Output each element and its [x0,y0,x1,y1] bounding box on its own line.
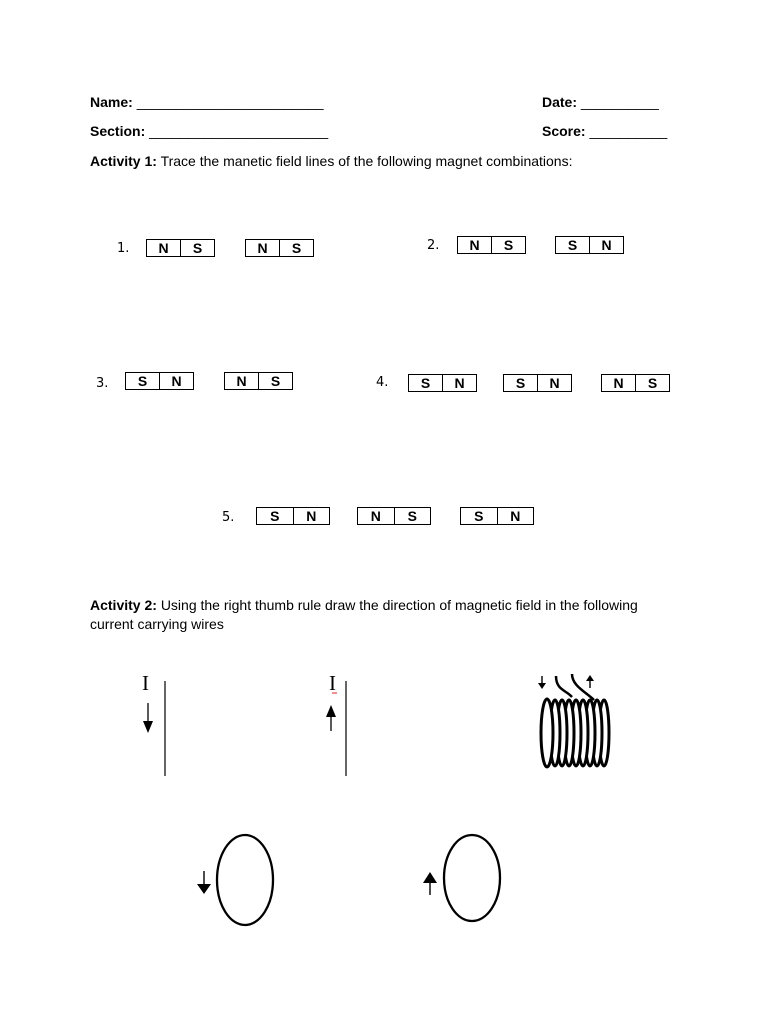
item-number-3: 3. [96,376,109,391]
magnet-pole: S [270,508,280,524]
magnet-pole: N [257,240,268,256]
magnet-pole: S [394,508,431,524]
bar-magnet [125,372,194,390]
bar-magnet [256,507,330,525]
score-field [542,123,667,139]
magnet-pole: S [137,373,148,389]
magnet-pole: S [474,508,484,524]
magnet-pole: S [515,375,526,391]
magnet-pole: N [293,508,330,524]
bar-magnet [357,507,431,525]
bar-magnet [503,374,572,392]
magnet-pole: S [180,240,214,256]
bar-magnet [245,239,314,257]
magnet-pole: S [567,237,578,253]
name-blank[interactable]: ________________________ [136,94,324,110]
magnet-pole: N [497,508,534,524]
activity2-label: Activity 2: [90,597,157,613]
magnet-pole: N [158,240,169,256]
magnet-pole: N [159,373,193,389]
activity2-text: Using the right thumb rule draw the direction of magnetic field in the following current carrying wires [90,597,638,632]
bar-magnet [224,372,293,390]
magnet-pole: S [635,375,669,391]
magnet-pole: S [258,373,292,389]
date-label: Date: [542,94,578,110]
magnet-pole: S [420,375,431,391]
magnet-pole: S [279,240,313,256]
bar-magnet [601,374,670,392]
section-blank[interactable]: _______________________ [149,123,329,139]
item-number-5: 5. [222,510,235,525]
current-symbol: I [329,671,336,695]
magnet-pole: N [537,375,571,391]
magnet-pole: N [236,373,247,389]
score-blank[interactable]: __________ [589,123,668,139]
item-number-4: 4. [376,375,389,390]
current-symbol: I [142,671,149,695]
bar-magnet [146,239,215,257]
bar-magnet [555,236,624,254]
score-label: Score: [542,123,586,139]
section-field [90,123,328,139]
section-label: Section: [90,123,146,139]
date-blank[interactable]: __________ [580,94,659,110]
activity1-instruction [90,152,690,171]
magnet-pole: N [469,237,480,253]
item-number-1: 1. [117,241,130,256]
bar-magnet [457,236,526,254]
name-label: Name: [90,94,133,110]
bar-magnet [460,507,534,525]
date-field [542,94,659,110]
activity1-text: Trace the manetic field lines of the following magnet combinations: [160,153,573,169]
magnet-pole: N [589,237,623,253]
item-number-2: 2. [427,238,440,253]
bar-magnet [408,374,477,392]
circular-loop-current-up [0,0,1,1]
magnet-pole: N [442,375,476,391]
activity2-instruction [90,596,650,634]
activity1-label: Activity 1: [90,153,157,169]
magnet-pole: N [370,508,381,524]
name-field [90,94,324,110]
magnet-pole: N [613,375,624,391]
magnet-pole: S [491,237,525,253]
